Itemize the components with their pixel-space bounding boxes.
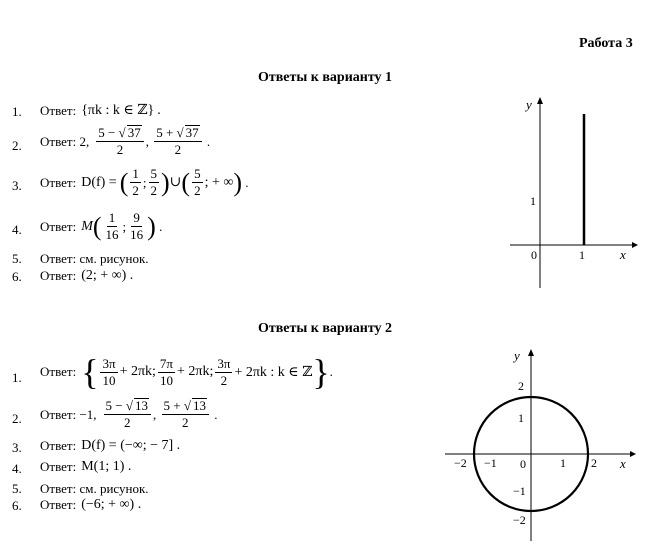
frac-den: 2 bbox=[174, 142, 182, 157]
x-axis-label: x bbox=[620, 247, 626, 262]
y-tick-2: 2 bbox=[518, 379, 524, 393]
v2-answer2-label: Ответ: −1, bbox=[40, 406, 97, 422]
x-tick-2: 2 bbox=[591, 456, 597, 470]
v1-answer4-label: Ответ: bbox=[40, 218, 77, 234]
v1-answer6 bbox=[40, 268, 133, 284]
v1-answer3-num: 3. bbox=[12, 178, 22, 193]
frac-den: 2 bbox=[116, 142, 124, 157]
frac-den: 2 bbox=[124, 415, 131, 430]
frac-den: 2 bbox=[150, 183, 157, 198]
frac-den: 16 bbox=[130, 227, 144, 242]
sqrt-radicand: 13 bbox=[193, 398, 206, 413]
v2-answer1-num: 1. bbox=[12, 370, 22, 385]
v2-answer2-frac2: $\frac{5 + √ 13}{2}$ bbox=[162, 398, 209, 431]
origin-label: 0 bbox=[520, 457, 526, 471]
variant1-heading: Ответы к варианту 1 bbox=[257, 70, 393, 85]
v1-answer5-num: 5. bbox=[12, 251, 22, 266]
x-tick-1: 1 bbox=[579, 248, 585, 262]
v2-answer1-label: Ответ: bbox=[40, 364, 77, 379]
frac-num-text: 5 − bbox=[105, 398, 126, 413]
y-tick-neg2: −2 bbox=[513, 513, 526, 527]
v2-answer2: Ответ: −1, $\frac{5 - √ 13}{2}$ , $\frac{5 + √ 13}{2}$ . bbox=[40, 398, 218, 430]
v2-answer4-label: Ответ: bbox=[40, 459, 77, 474]
x-tick-1: 1 bbox=[560, 456, 566, 470]
variant1-graph bbox=[500, 95, 645, 295]
v2-answer6-label: Ответ: bbox=[40, 497, 77, 512]
sqrt-radicand: 37 bbox=[185, 125, 199, 140]
y-axis-arrow bbox=[537, 97, 543, 104]
frac-num: 3π bbox=[102, 355, 116, 371]
v2-answer3 bbox=[40, 438, 180, 454]
v2-answer2-frac1: $\frac{5 - √ 13}{2}$ bbox=[104, 398, 151, 431]
v1-answer1-label: Ответ: bbox=[40, 102, 77, 118]
x-axis-arrow bbox=[632, 242, 638, 248]
v1-answer4: Ответ: M ( $\frac{1}{16}$ ; $\frac{9}{16}$ ) . bbox=[40, 210, 163, 242]
v2-answer5-label: Ответ: см. рисунок. bbox=[40, 481, 149, 496]
v1-answer2-num: 2. bbox=[12, 138, 22, 153]
v1-answer3-frac2 bbox=[149, 166, 160, 199]
v1-answer5 bbox=[40, 251, 149, 267]
v2-answer1: Ответ: { $\frac{3\pi}{10}$ + 2πk; $\frac{7\pi}{10}$ + 2πk; $\frac{3\pi}{2}$ + 2πk : k ∈ ℤ } . bbox=[40, 352, 333, 392]
v2-answer1-frac3 bbox=[215, 356, 232, 389]
x-tick-neg1: −1 bbox=[484, 456, 497, 470]
v2-answer1-frac1 bbox=[100, 356, 117, 389]
x-axis-arrow bbox=[630, 451, 636, 457]
v2-answer5-num: 5. bbox=[12, 481, 22, 496]
v1-answer3-frac1 bbox=[130, 166, 141, 199]
v1-answer2: Ответ: 2, $\frac{5 - √ 37}{2}$ , $\frac{5 + √ 37}{2}$ . bbox=[40, 125, 211, 157]
v1-answer4-frac2 bbox=[128, 210, 145, 243]
y-tick-neg1: −1 bbox=[513, 484, 526, 498]
v1-answer2-frac1: $\frac{5 - √ 37}{2}$ bbox=[96, 125, 143, 158]
x-axis-label: x bbox=[620, 456, 626, 471]
v1-answer2-frac2: $\frac{5 + √ 37}{2}$ bbox=[154, 125, 201, 158]
v2-answer3-label: Ответ: bbox=[40, 438, 77, 453]
v1-answer6-num: 6. bbox=[12, 269, 22, 284]
v1-answer1-set: {πk : k ∈ ℤ} bbox=[81, 103, 155, 118]
frac-num: 5 bbox=[194, 166, 201, 181]
v1-answer2-label: Ответ: 2, bbox=[40, 133, 90, 149]
v2-answer4-value: M(1; 1) . bbox=[81, 459, 132, 474]
frac-den: 16 bbox=[105, 227, 119, 242]
frac-num: 9 bbox=[133, 210, 140, 225]
v1-answer5-label: Ответ: см. рисунок. bbox=[40, 251, 149, 266]
variant2-heading: Ответы к варианту 2 bbox=[257, 321, 393, 336]
v1-answer6-value: (2; + ∞) . bbox=[81, 268, 134, 283]
frac-num-text: 5 + bbox=[156, 125, 177, 140]
frac-den: 2 bbox=[220, 372, 228, 388]
v1-answer3-lhs: D(f) = bbox=[81, 174, 117, 190]
v2-answer4-num: 4. bbox=[12, 461, 22, 476]
frac-num: 1 bbox=[132, 166, 139, 181]
v1-answer4-num: 4. bbox=[12, 222, 22, 237]
v2-answer6-num: 6. bbox=[12, 498, 22, 513]
v1-answer3: Ответ: D(f) = ( $\frac{1}{2}$ ; $\frac{5}{2}$ ) ∪ ( $\frac{5}{2}$ ; + ∞ ) . bbox=[40, 166, 249, 198]
v1-answer3-union: ∪ bbox=[169, 175, 182, 190]
v2-answer2-num: 2. bbox=[12, 411, 22, 426]
v2-answer5 bbox=[40, 481, 149, 497]
v1-answer3-label: Ответ: bbox=[40, 174, 77, 190]
frac-num-text: 5 − bbox=[98, 125, 119, 140]
v1-answer3-tail: ; + ∞ bbox=[204, 174, 234, 190]
v1-answer3-frac3 bbox=[192, 166, 203, 199]
frac-num-text: 5 + bbox=[163, 398, 184, 413]
y-axis-label: y bbox=[526, 97, 532, 112]
y-tick-1: 1 bbox=[530, 194, 536, 208]
v2-answer6 bbox=[40, 497, 141, 513]
v2-answer1-term3: + 2πk : k ∈ ℤ bbox=[234, 364, 313, 380]
v1-answer4-point: M bbox=[81, 218, 93, 234]
sqrt-radicand: 13 bbox=[135, 398, 149, 413]
v2-answer6-value: (−6; + ∞) . bbox=[81, 497, 142, 512]
v1-answer1-dot: . bbox=[157, 102, 161, 118]
v2-answer1-term1: + 2πk; bbox=[119, 364, 156, 379]
frac-den: 10 bbox=[159, 372, 173, 388]
y-tick-1: 1 bbox=[518, 411, 524, 425]
x-tick-neg2: −2 bbox=[454, 456, 467, 470]
v1-answer6-label: Ответ: bbox=[40, 268, 77, 283]
v2-answer1-frac2 bbox=[158, 356, 175, 389]
frac-num: 5 bbox=[150, 166, 157, 181]
frac-num: 1 bbox=[108, 210, 116, 225]
frac-den: 2 bbox=[182, 415, 189, 430]
v2-answer1-term2: + 2πk; bbox=[177, 364, 214, 379]
v2-answer3-num: 3. bbox=[12, 440, 22, 455]
frac-num: 7π bbox=[159, 355, 173, 371]
y-axis-label: y bbox=[514, 348, 520, 363]
work-title: Работа 3 bbox=[579, 36, 633, 51]
v2-answer3-value: D(f) = (−∞; − 7] . bbox=[81, 438, 181, 453]
v1-answer4-frac1 bbox=[104, 210, 121, 243]
v2-answer4 bbox=[40, 459, 131, 475]
sqrt-radicand: 37 bbox=[127, 125, 141, 140]
v1-answer1-num: 1. bbox=[12, 104, 22, 119]
frac-num: 3π bbox=[217, 355, 231, 371]
frac-den: 2 bbox=[132, 183, 139, 198]
origin-label: 0 bbox=[531, 248, 537, 262]
frac-den: 10 bbox=[102, 372, 116, 388]
v1-answer1 bbox=[40, 102, 161, 119]
frac-den: 2 bbox=[194, 183, 201, 198]
y-axis-arrow bbox=[528, 349, 534, 356]
variant2-graph bbox=[440, 345, 645, 545]
